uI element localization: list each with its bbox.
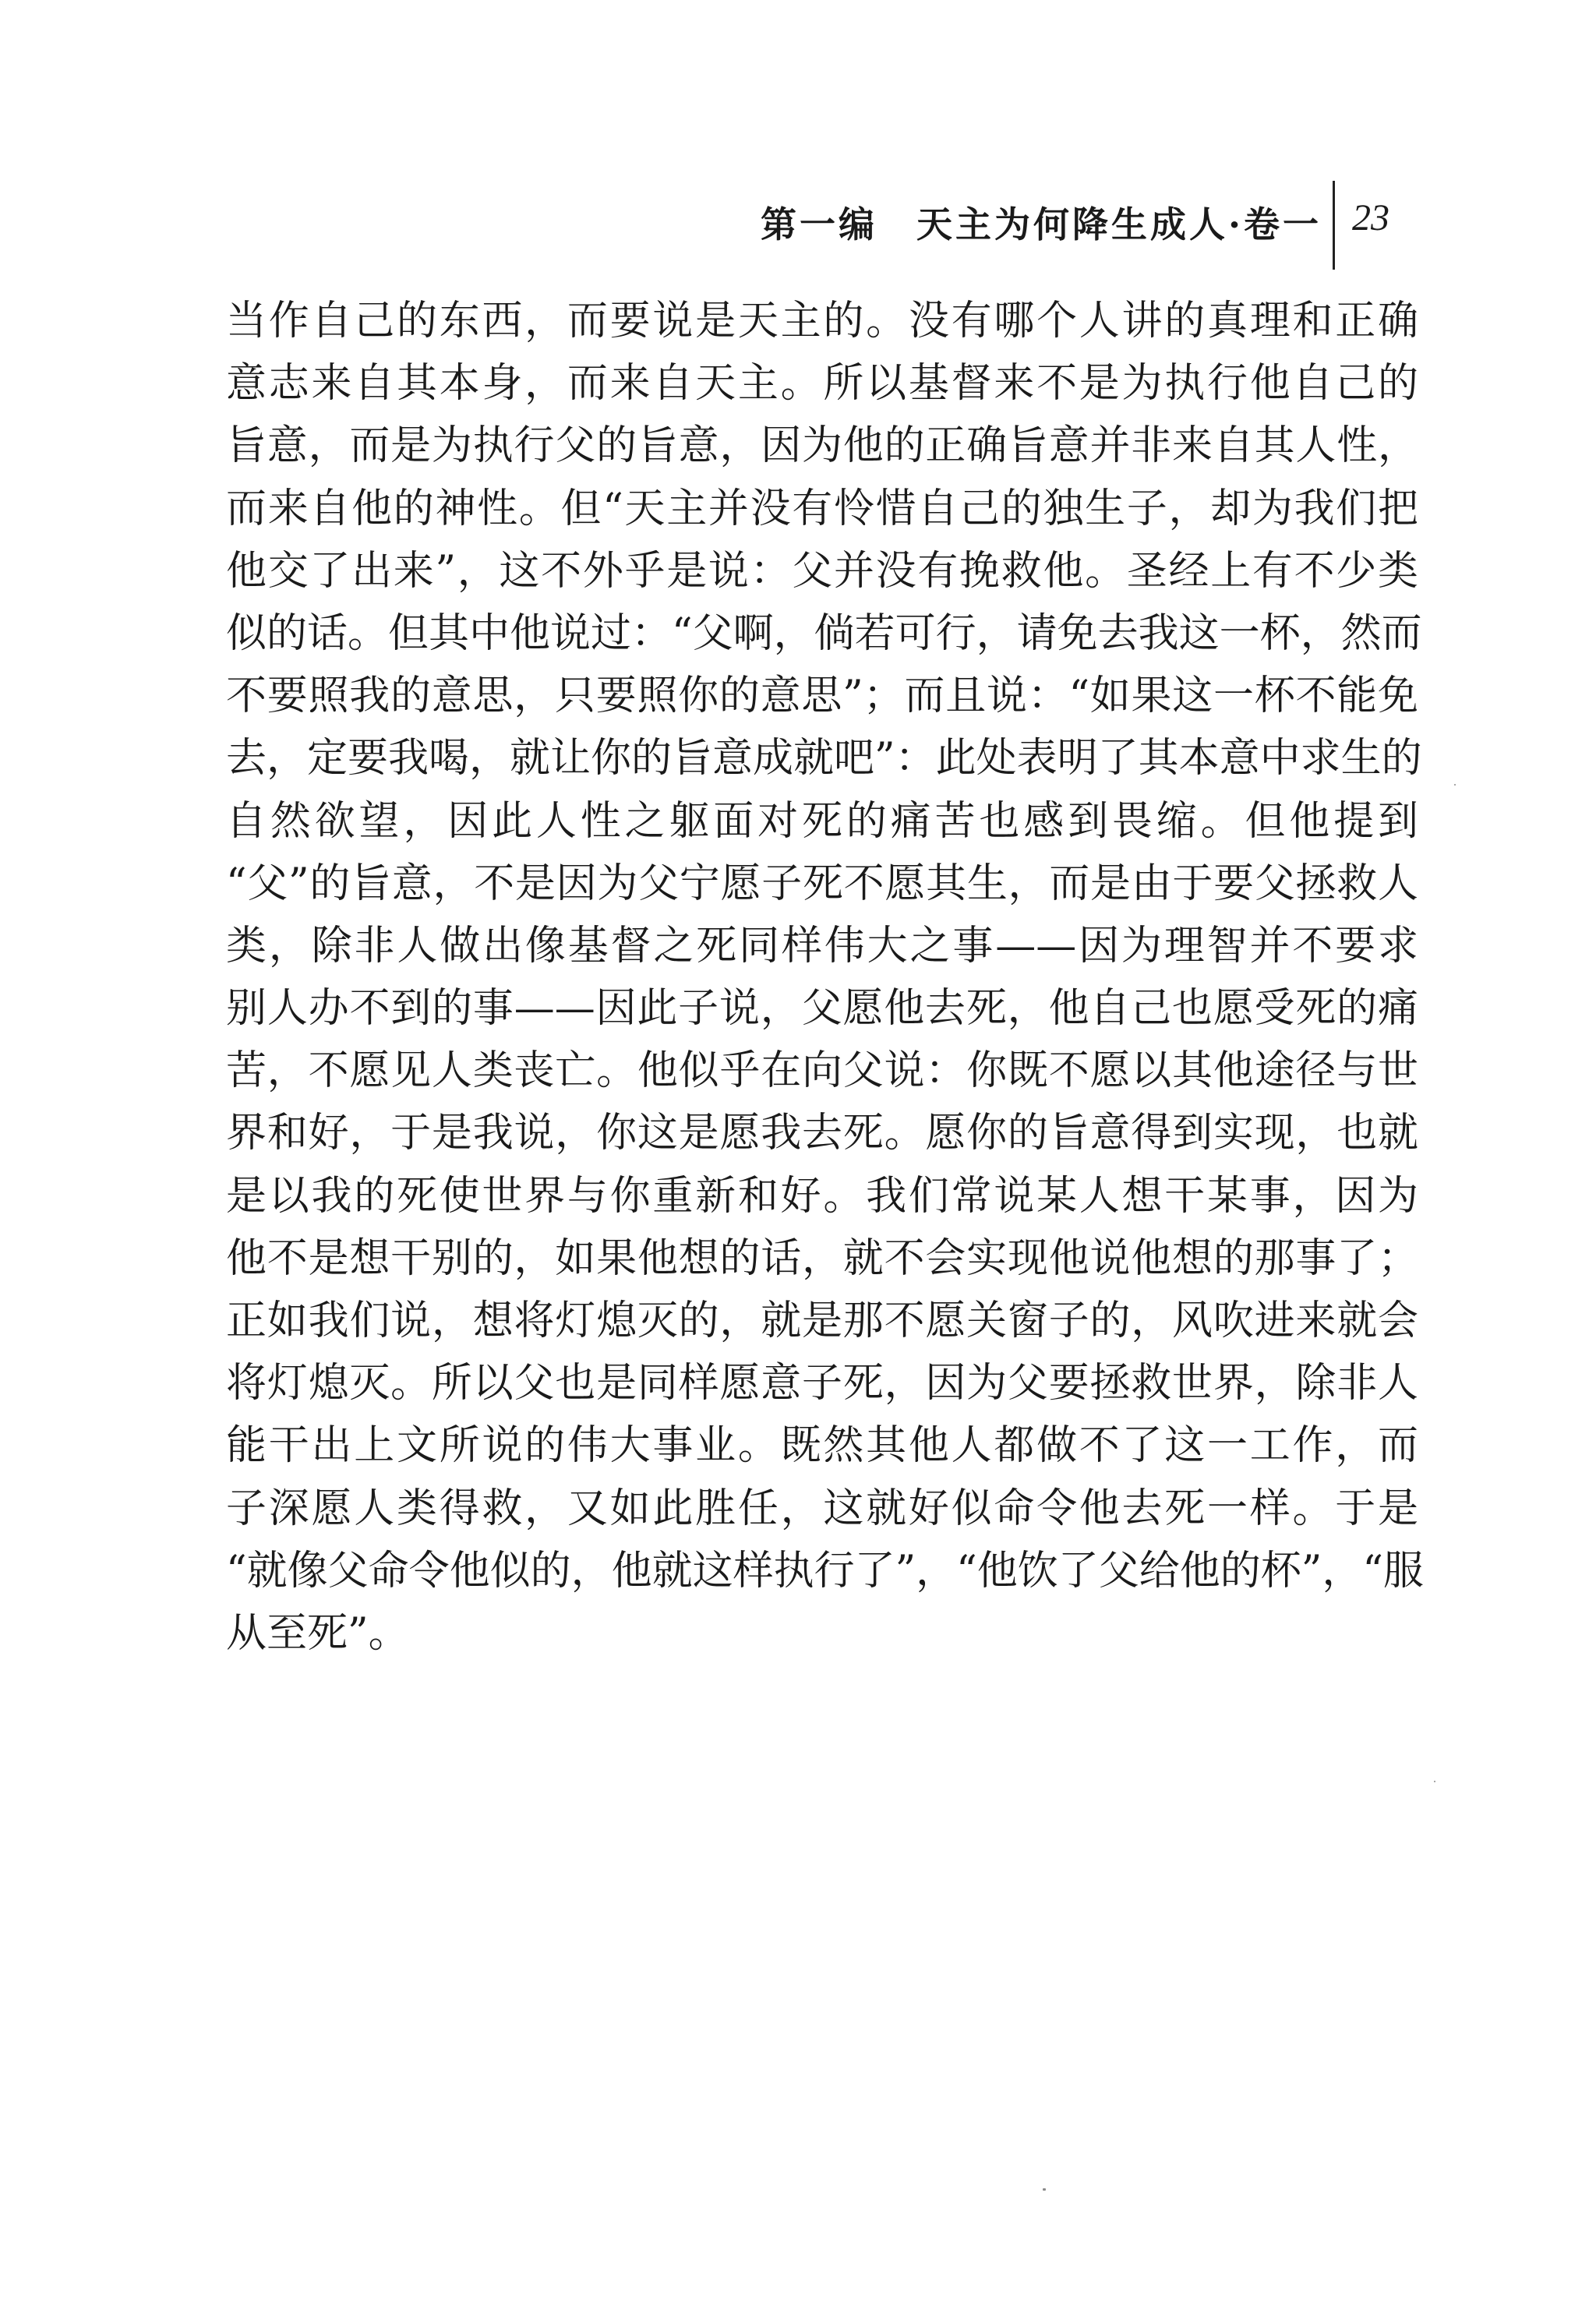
scan-speck: [1434, 1781, 1435, 1782]
text-line: 去，定要我喝，就让你的旨意成就吧”：此处表明了其本意中求生的: [226, 735, 1422, 782]
text-line: “父”的旨意，不是因为父宁愿子死不愿其生，而是由于要父拯救人: [226, 860, 1418, 907]
text-line: 正如我们说，想将灯熄灭的，就是那不愿关窗子的，风吹进来就会: [226, 1298, 1418, 1344]
body-text: [226, 290, 1424, 1665]
text-line: 能干出上文所说的伟大事业。既然其他人都做不了这一工作，而: [226, 1422, 1418, 1470]
text-line: 从至死”。: [226, 1609, 409, 1657]
text-line: 别人办不到的事——因此子说，父愿他去死，他自己也愿受死的痛: [226, 985, 1418, 1033]
text-line: 苦，不愿见人类丧亡。他似乎在向父说：你既不愿以其他途径与世: [226, 1047, 1418, 1095]
header-divider: [1333, 181, 1335, 270]
text-line: 他交了出来”，这不外乎是说：父并没有挽救他。圣经上有不少类: [226, 547, 1418, 595]
scan-speck: [1043, 2188, 1046, 2191]
text-line: 而来自他的神性。但“天主并没有怜惜自己的独生子，却为我们把: [226, 485, 1418, 532]
running-header: [0, 176, 1596, 270]
text-line: 子深愿人类得救，又如此胜任，这就好似命令他去死一样。于是: [226, 1485, 1418, 1532]
running-head-title: 第一编 天主为何降生成人·卷一: [760, 203, 1322, 245]
text-line: 意志来自其本身，而来自天主。所以基督来不是为执行他自己的: [226, 360, 1418, 408]
text-line: 似的话。但其中他说过：“父啊，倘若可行，请免去我这一杯，然而: [226, 609, 1422, 657]
text-line: 将灯熄灭。所以父也是同样愿意子死，因为父要拯救世界，除非人: [226, 1360, 1418, 1407]
text-line: 界和好，于是我说，你这是愿我去死。愿你的旨意得到实现，也就: [226, 1110, 1418, 1157]
text-line: 旨意，而是为执行父的旨意，因为他的正确旨意并非来自其人性，: [226, 422, 1418, 470]
text-line: 自然欲望，因此人性之躯面对死的痛苦也感到畏缩。但他提到: [226, 797, 1418, 845]
text-line: 他不是想干别的，如果他想的话，就不会实现他说他想的那事了；: [226, 1234, 1418, 1282]
text-line: 类，除非人做出像基督之死同样伟大之事——因为理智并不要求: [226, 922, 1418, 969]
scan-speck: [1454, 784, 1456, 786]
text-line: 不要照我的意思，只要照你的意思”；而且说：“如果这一杯不能免: [226, 673, 1418, 720]
text-line: “就像父命令他似的，他就这样执行了”，“他饮了父给他的杯”，“服: [226, 1547, 1424, 1594]
text-line: 当作自己的东西，而要说是天主的。没有哪个人讲的真理和正确: [226, 298, 1418, 344]
page-number: 23: [1352, 197, 1389, 238]
text-line: 是以我的死使世界与你重新和好。我们常说某人想干某事，因为: [226, 1172, 1418, 1220]
